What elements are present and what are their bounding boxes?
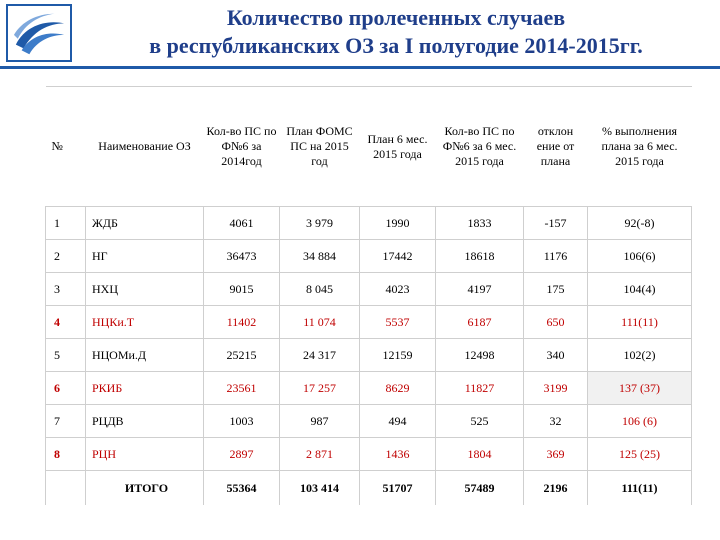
table-row [46,207,692,240]
table-cell: 32 [524,405,588,438]
table-cell: 111(11) [588,471,692,506]
table-cell: 8629 [360,372,436,405]
table-cell: 6187 [436,306,524,339]
header-divider [0,66,720,69]
table-cell: 102(2) [588,339,692,372]
total-spacer [46,471,86,506]
table-cell: 57489 [436,471,524,506]
table-cell: 111(11) [588,306,692,339]
table-cell: 340 [524,339,588,372]
table-cell: 106 (6) [588,405,692,438]
row-name: НГ [86,240,204,273]
table-cell: 2196 [524,471,588,506]
table-row [46,405,692,438]
table-cell: 24 317 [280,339,360,372]
table-cell: 11402 [204,306,280,339]
table-cell: 8 045 [280,273,360,306]
page-title [78,4,714,60]
row-name: РЦДВ [86,405,204,438]
table-row [46,339,692,372]
row-number: 6 [46,372,86,405]
table-cell: 987 [280,405,360,438]
row-number: 3 [46,273,86,306]
table-cell: 525 [436,405,524,438]
table-cell: 4061 [204,207,280,240]
table-cell: 51707 [360,471,436,506]
table-cell: 4197 [436,273,524,306]
table-cell: 17 257 [280,372,360,405]
table-row [46,306,692,339]
table-cell: 34 884 [280,240,360,273]
table-cell: 9015 [204,273,280,306]
table-cell: 1990 [360,207,436,240]
table-cell: 4023 [360,273,436,306]
table-cell: 1833 [436,207,524,240]
table-row [46,240,692,273]
column-header: План ФОМС ПС на 2015 год [280,87,360,207]
row-name: РЦН [86,438,204,471]
column-header: Кол-во ПС по Ф№6 за 2014год [204,87,280,207]
row-name: НХЦ [86,273,204,306]
row-number: 8 [46,438,86,471]
row-number: 4 [46,306,86,339]
table-cell: 1176 [524,240,588,273]
row-name: НЦКи.Т [86,306,204,339]
table-cell: 494 [360,405,436,438]
column-header: отклон ение от плана [524,87,588,207]
logo-graphic [8,6,70,60]
column-header: Наименование ОЗ [86,87,204,207]
table-cell: 3 979 [280,207,360,240]
table-cell: 2 871 [280,438,360,471]
table-cell: -157 [524,207,588,240]
table-cell: 1436 [360,438,436,471]
table-cell: 5537 [360,306,436,339]
column-header: № [46,87,86,207]
row-name: НЦОМи.Д [86,339,204,372]
total-label: ИТОГО [86,471,204,506]
table-cell: 125 (25) [588,438,692,471]
table-cell: 25215 [204,339,280,372]
row-number: 5 [46,339,86,372]
table-cell: 650 [524,306,588,339]
table-cell: 55364 [204,471,280,506]
table-cell: 1804 [436,438,524,471]
table-cell: 92(-8) [588,207,692,240]
row-number: 7 [46,405,86,438]
organization-logo-icon [6,4,72,62]
table-cell: 11827 [436,372,524,405]
table-cell: 369 [524,438,588,471]
table-cell: 36473 [204,240,280,273]
title-line-2: в республиканских ОЗ за I полугодие 2014-2015гг. [149,33,643,58]
row-name: ЖДБ [86,207,204,240]
row-number: 1 [46,207,86,240]
title-line-1: Количество пролеченных случаев [226,5,566,30]
table-cell: 11 074 [280,306,360,339]
table-row [46,438,692,471]
table-row [46,372,692,405]
column-header: План 6 мес. 2015 года [360,87,436,207]
table-cell: 103 414 [280,471,360,506]
table-cell: 175 [524,273,588,306]
table-cell: 1003 [204,405,280,438]
table-cell: 18618 [436,240,524,273]
table-cell: 2897 [204,438,280,471]
column-header: Кол-во ПС по Ф№6 за 6 мес. 2015 года [436,87,524,207]
table-header-row [46,87,692,207]
table-cell: 17442 [360,240,436,273]
row-name: РКИБ [86,372,204,405]
table-cell: 12159 [360,339,436,372]
row-number: 2 [46,240,86,273]
table-cell: 23561 [204,372,280,405]
table-cell: 106(6) [588,240,692,273]
table-cell: 3199 [524,372,588,405]
total-row [46,471,692,506]
table-cell: 12498 [436,339,524,372]
table-cell: 104(4) [588,273,692,306]
table-cell: 137 (37) [588,372,692,405]
column-header: % выполнения плана за 6 мес. 2015 года [588,87,692,207]
table-row [46,273,692,306]
cases-table [45,86,692,505]
